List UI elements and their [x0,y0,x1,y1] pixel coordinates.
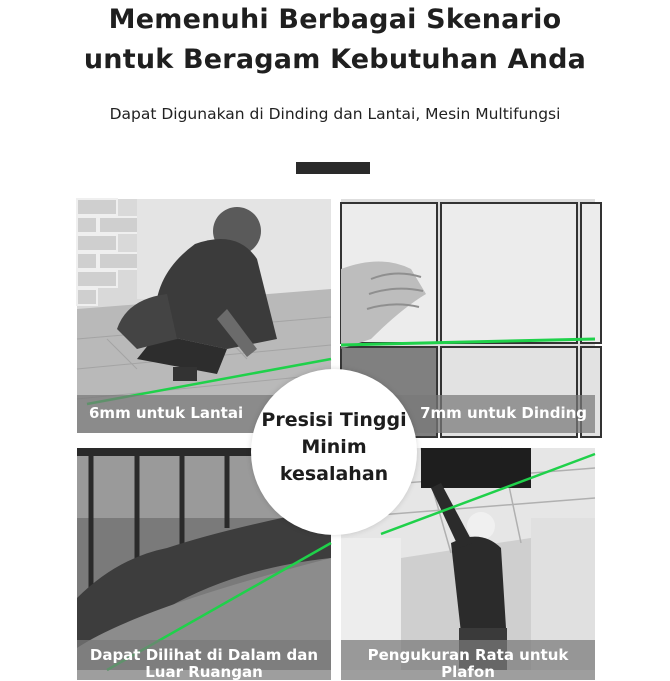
ceiling-caption: Pengukuran Rata untuk Plafon [367,646,569,681]
outdoor-caption: Dapat Dilihat di Dalam dan Luar Ruangan [89,646,319,681]
precision-badge-text [251,407,417,488]
divider-bar [296,162,370,174]
outdoor-caption-bar [77,640,331,680]
badge-line-2: Minim [301,436,367,458]
badge-line-1: Presisi Tinggi [261,409,407,431]
floor-caption: 6mm untuk Lantai [89,404,244,422]
subtitle: Dapat Digunakan di Dinding dan Lantai, Mesin Multifungsi [109,105,561,123]
headline-line-1: Memenuhi Berbagai Skenario [108,4,562,35]
headline-line-2: untuk Beragam Kebutuhan Anda [83,44,587,75]
wall-caption: 7mm untuk Dinding [420,404,587,422]
precision-badge [251,369,417,535]
ceiling-caption-bar [341,640,595,680]
badge-line-3: kesalahan [279,463,389,485]
